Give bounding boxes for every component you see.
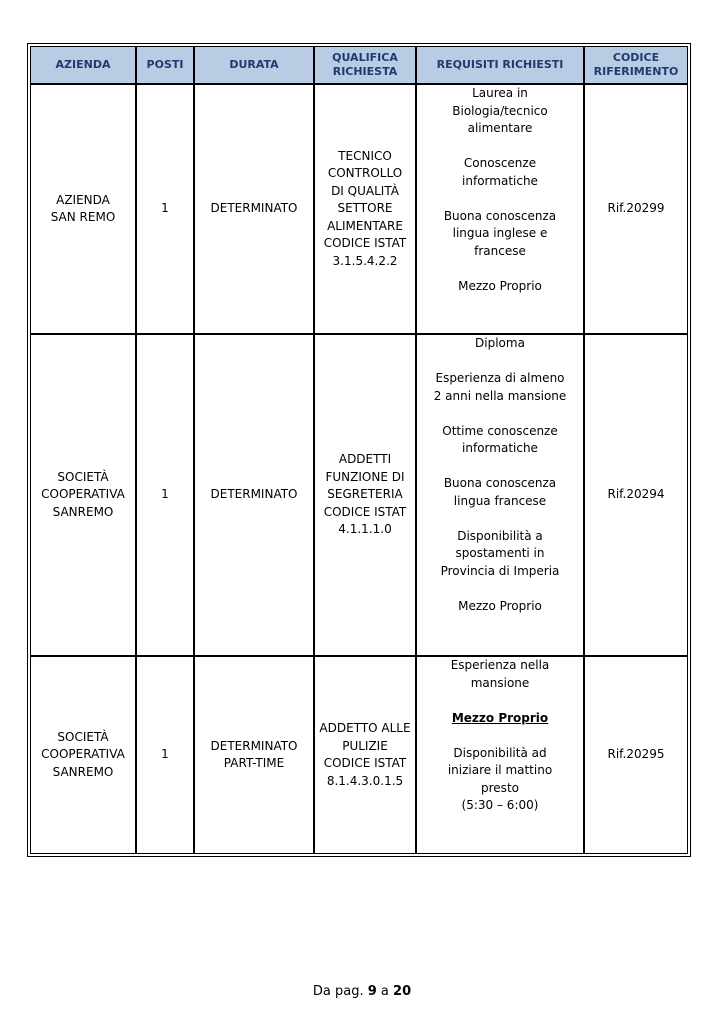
- cell-durata-line: PART-TIME: [223, 756, 285, 770]
- table-row: [30, 84, 688, 334]
- cell-codice: Rif.20295: [584, 656, 688, 854]
- requisito-line: Laurea in: [472, 86, 528, 100]
- requisito-line: mansione: [470, 675, 530, 690]
- requisito-line: Conoscenze: [463, 156, 537, 170]
- requisito-line: informatiche: [462, 441, 538, 455]
- header-durata: DURATA: [194, 46, 314, 84]
- requisito-line: Mezzo Proprio: [451, 710, 549, 725]
- footer-total: 20: [393, 984, 412, 999]
- requisiti-gap: [420, 353, 580, 371]
- requisito-line: Diploma: [475, 336, 525, 350]
- cell-qualifica: [314, 84, 416, 334]
- cell-posti: 1: [136, 334, 194, 656]
- requisiti-gap: [420, 580, 580, 598]
- requisito-line: Mezzo Proprio: [458, 278, 542, 293]
- requisito-line: iniziare il mattino: [447, 763, 553, 777]
- cell-durata-line: DETERMINATO: [210, 738, 298, 753]
- cell-posti: 1: [136, 656, 194, 854]
- cell-requisiti: [416, 84, 584, 334]
- header-qualifica: QUALIFICA RICHIESTA: [314, 46, 416, 84]
- cell-qualifica-line: ADDETTO ALLE: [319, 721, 411, 735]
- cell-azienda-line: SOCIETÀ: [57, 469, 109, 484]
- header-requisiti: REQUISITI RICHIESTI: [416, 46, 584, 84]
- cell-codice: Rif.20294: [584, 334, 688, 656]
- cell-qualifica-line: DI QUALITÀ: [331, 183, 399, 198]
- requisito-line: informatiche: [462, 173, 538, 188]
- requisito-line: Disponibilità ad: [453, 745, 547, 760]
- requisiti-gap: [420, 138, 580, 156]
- cell-durata: [194, 334, 314, 656]
- requisito-line: Biologia/tecnico: [452, 103, 548, 118]
- requisito-line: Esperienza nella: [450, 658, 550, 672]
- cell-qualifica-line: CODICE ISTAT: [323, 236, 407, 251]
- cell-requisiti: [416, 334, 584, 656]
- cell-qualifica-line: 4.1.1.1.0: [338, 522, 392, 537]
- header-posti: POSTI: [136, 46, 194, 84]
- cell-qualifica-line: PULIZIE: [342, 738, 388, 753]
- cell-qualifica-line: SEGRETERIA: [327, 487, 403, 502]
- requisito-line: francese: [474, 243, 526, 258]
- requisito-line: lingua inglese e: [452, 226, 548, 240]
- requisito-line: Buona conoscenza: [443, 208, 557, 223]
- cell-qualifica-line: TECNICO: [338, 148, 392, 163]
- header-azienda: AZIENDA: [30, 46, 136, 84]
- requisiti-gap: [420, 692, 580, 710]
- cell-azienda-line: SANREMO: [52, 764, 114, 779]
- requisito-line: Provincia di Imperia: [440, 563, 560, 578]
- cell-azienda: [30, 656, 136, 854]
- cell-codice: Rif.20299: [584, 84, 688, 334]
- requisito-line: Mezzo Proprio: [458, 598, 542, 613]
- table-row: [30, 334, 688, 656]
- cell-durata: [194, 656, 314, 854]
- requisito-line: Ottime conoscenze: [442, 423, 558, 438]
- table-header-row: [30, 46, 688, 84]
- cell-azienda-line: COOPERATIVA: [41, 747, 125, 762]
- requisito-line: spostamenti in: [455, 546, 545, 560]
- requisito-line: alimentare: [467, 121, 533, 135]
- cell-azienda: [30, 84, 136, 334]
- requisiti-gap: [420, 260, 580, 278]
- cell-qualifica-line: ADDETTI: [338, 452, 392, 467]
- page-footer: [0, 984, 724, 999]
- cell-durata-line: DETERMINATO: [210, 487, 298, 502]
- cell-azienda-line: SOCIETÀ: [57, 729, 109, 744]
- cell-qualifica-line: SETTORE: [337, 201, 393, 216]
- requisito-line: lingua francese: [453, 493, 547, 508]
- footer-page: 9: [367, 984, 377, 999]
- table-row: [30, 656, 688, 854]
- job-listings-table: [30, 46, 688, 854]
- cell-qualifica-line: 8.1.4.3.0.1.5: [326, 773, 404, 788]
- cell-azienda-line: AZIENDA: [56, 192, 110, 207]
- requisito-line: (5:30 – 6:00): [461, 798, 539, 812]
- footer-sep: a: [380, 984, 389, 999]
- requisiti-gap: [420, 190, 580, 208]
- cell-qualifica-line: CONTROLLO: [327, 166, 403, 181]
- header-codice: CODICE RIFERIMENTO: [584, 46, 688, 84]
- cell-azienda-line: SANREMO: [52, 504, 114, 519]
- cell-durata: [194, 84, 314, 334]
- cell-azienda-line: SAN REMO: [50, 210, 116, 224]
- cell-requisiti: [416, 656, 584, 854]
- requisiti-gap: [420, 510, 580, 528]
- cell-qualifica-line: FUNZIONE DI: [325, 469, 405, 484]
- requisito-line: Buona conoscenza: [443, 476, 557, 490]
- cell-posti: 1: [136, 84, 194, 334]
- footer-prefix: Da pag.: [312, 984, 364, 999]
- cell-qualifica-line: 3.1.5.4.2.2: [332, 253, 398, 268]
- cell-qualifica-line: CODICE ISTAT: [323, 756, 407, 770]
- requisiti-gap: [420, 727, 580, 745]
- cell-azienda: [30, 334, 136, 656]
- cell-qualifica-line: ALIMENTARE: [327, 218, 403, 233]
- job-listings-table-frame: [27, 43, 691, 857]
- cell-durata-line: DETERMINATO: [210, 201, 298, 216]
- requisito-line: presto: [481, 780, 519, 795]
- cell-qualifica-line: CODICE ISTAT: [323, 504, 407, 519]
- requisito-line: Esperienza di almeno: [435, 371, 565, 385]
- requisito-line: Disponibilità a: [457, 528, 543, 543]
- requisiti-gap: [420, 458, 580, 476]
- cell-qualifica: [314, 334, 416, 656]
- requisito-line: 2 anni nella mansione: [433, 388, 567, 403]
- cell-qualifica: [314, 656, 416, 854]
- cell-azienda-line: COOPERATIVA: [41, 487, 125, 502]
- requisiti-gap: [420, 405, 580, 423]
